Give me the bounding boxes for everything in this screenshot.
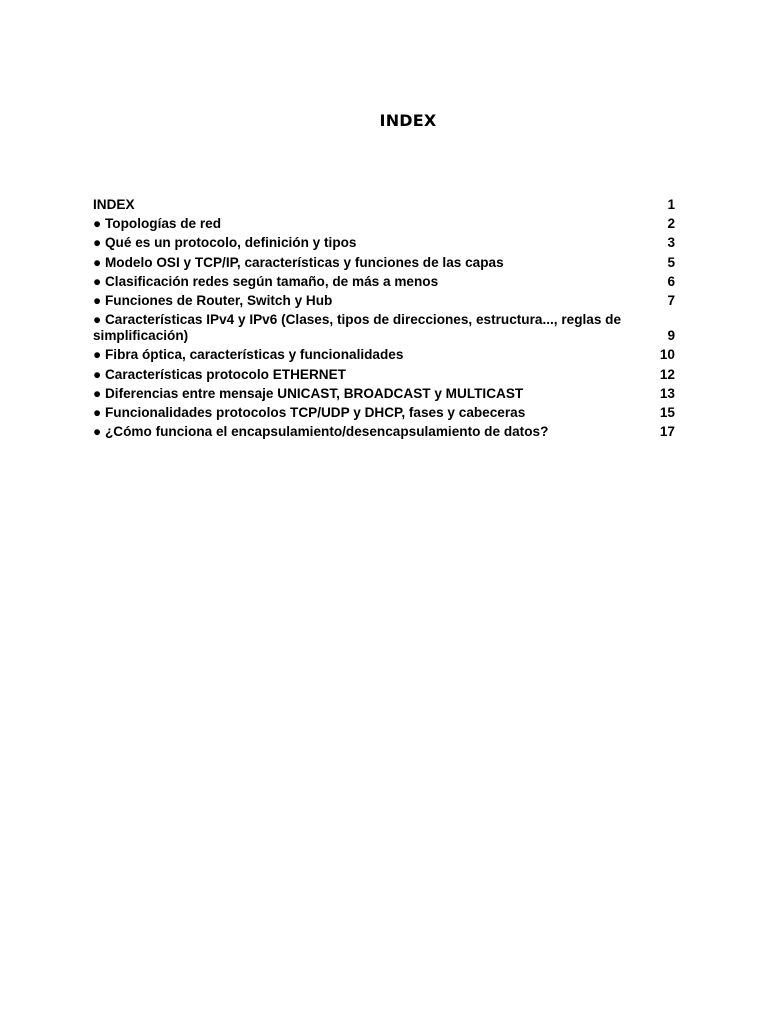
toc-entry-label: ● Diferencias entre mensaje UNICAST, BROADCAST y MULTICAST: [93, 385, 524, 401]
toc-entry-page: 7: [667, 292, 675, 308]
toc-entry-label: ● Características protocolo ETHERNET: [93, 366, 346, 382]
toc-entry-protocolo[interactable]: [93, 235, 675, 251]
toc-entry-label: INDEX: [93, 197, 135, 212]
page-title: INDEX: [379, 111, 437, 130]
toc-entry-label: ● Modelo OSI y TCP/IP, características y funciones de las capas: [93, 254, 504, 270]
toc-entry-ethernet[interactable]: [93, 367, 675, 383]
toc-entry-label: ● Fibra óptica, características y funcionalidades: [93, 347, 404, 363]
toc-entry-index[interactable]: [93, 197, 675, 213]
toc-entry-label: ● Qué es un protocolo, definición y tipos: [93, 235, 357, 251]
toc-entry-page: 17: [659, 424, 675, 440]
toc-entry-unicast-broadcast-multicast[interactable]: [93, 386, 675, 402]
toc-entry-label: ● Topologías de red: [93, 216, 222, 232]
table-of-contents: [93, 197, 675, 443]
toc-entry-page: 6: [667, 273, 675, 289]
toc-entry-encapsulamiento[interactable]: [93, 424, 675, 440]
toc-entry-fibra-optica[interactable]: [93, 347, 675, 363]
toc-entry-label: ● ¿Cómo funciona el encapsulamiento/desencapsulamiento de datos?: [93, 424, 549, 440]
toc-entry-page: 2: [667, 216, 675, 232]
toc-entry-page: 1: [667, 197, 675, 212]
toc-entry-page: 12: [659, 366, 675, 382]
toc-entry-label: ● Clasificación redes según tamaño, de más a menos: [93, 273, 439, 289]
toc-entry-page: 10: [659, 347, 675, 363]
toc-entry-page: 15: [659, 404, 675, 420]
toc-entry-page: 9: [667, 328, 675, 344]
toc-entry-clasificacion-redes[interactable]: [93, 274, 675, 290]
toc-entry-tcp-udp-dhcp[interactable]: [93, 405, 675, 421]
toc-entry-topologias[interactable]: [93, 216, 675, 232]
toc-entry-router-switch-hub[interactable]: [93, 293, 675, 309]
toc-entry-label: ● Funciones de Router, Switch y Hub: [93, 292, 333, 308]
toc-entry-page: 5: [667, 254, 675, 270]
toc-entry-modelo-osi[interactable]: [93, 255, 675, 271]
toc-entry-ipv4-ipv6[interactable]: [93, 312, 675, 344]
toc-entry-page: 3: [667, 235, 675, 251]
toc-entry-page: 13: [659, 385, 675, 401]
toc-entry-label: ● Características IPv4 y IPv6 (Clases, tipos de direcciones, estructura..., reglas de simplificación): [93, 312, 622, 344]
toc-entry-label: ● Funcionalidades protocolos TCP/UDP y DHCP, fases y cabeceras: [93, 404, 526, 420]
